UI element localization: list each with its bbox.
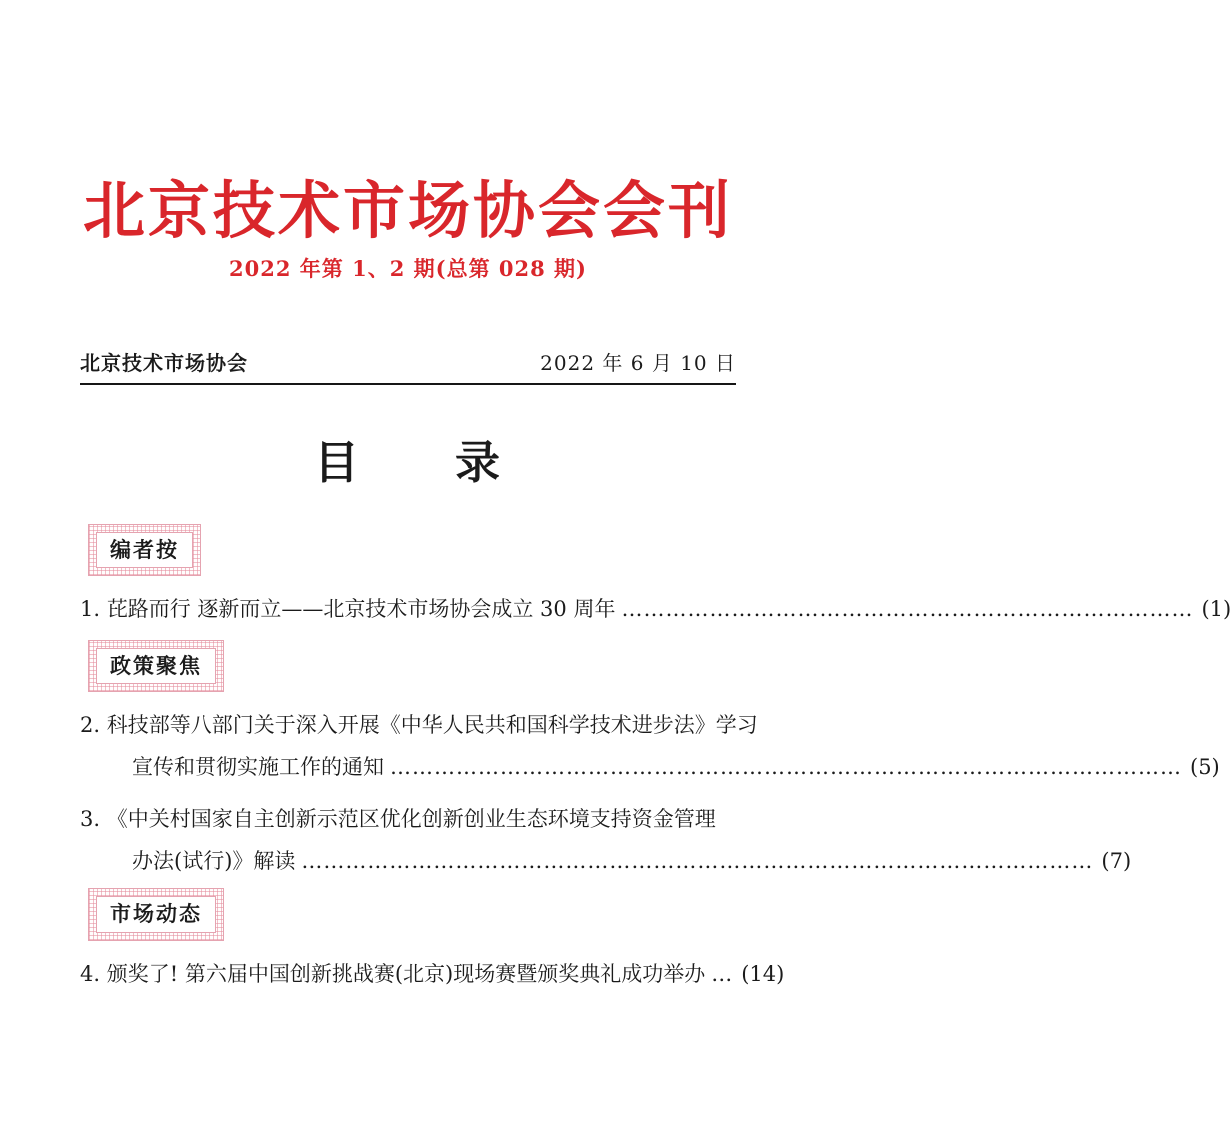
masthead — [80, 0, 736, 283]
page-number: (1) — [1201, 597, 1231, 621]
toc-item-line — [80, 840, 1132, 882]
page-number: (5) — [1190, 755, 1220, 780]
publish-date: 2022 年 6 月 10 日 — [540, 350, 736, 375]
toc-item-3 — [80, 798, 1132, 882]
section-label: 编者按 — [96, 532, 193, 568]
toc-item-line — [80, 588, 1231, 630]
toc-entry-text: 宣传和贯彻实施工作的通知 — [132, 755, 384, 780]
publisher-row — [80, 347, 736, 376]
dot-leader: … — [711, 961, 734, 986]
toc-item-2 — [80, 704, 1220, 788]
section-tag-editors-note — [88, 524, 201, 576]
journal-title: 北京技术市场协会会刊 — [82, 174, 733, 247]
toc-item-1 — [80, 588, 1231, 630]
toc-title: 目 录 — [313, 435, 502, 489]
dot-leader: ……………………………………………………………………………………………… — [301, 849, 1094, 874]
toc-entry-text: 2. 科技部等八部门关于深入开展《中华人民共和国科学技术进步法》学习 — [80, 713, 758, 738]
section-label: 政策聚焦 — [96, 648, 216, 684]
toc-entry-text: 办法(试行)》解读 — [132, 849, 296, 874]
toc-item-line — [80, 953, 785, 995]
toc-entry-text: 3. 《中关村国家自主创新示范区优化创新创业生态环境支持资金管理 — [80, 807, 716, 832]
page-number: (14) — [741, 961, 785, 986]
dot-leader: ……………………………………………………………………………………………… — [390, 755, 1182, 780]
toc-entry-text: 4. 颁奖了! 第六届中国创新挑战赛(北京)现场赛暨颁奖典礼成功举办 — [80, 961, 706, 986]
section-tag-policy-focus — [88, 640, 224, 692]
toc-entry-text: 1. 芘路而行 逐新而立——北京技术市场协会成立 30 周年 — [80, 597, 616, 621]
toc-item-4 — [80, 953, 785, 995]
dot-leader: …………………………………………………………………… — [621, 597, 1194, 621]
header-divider — [80, 383, 736, 385]
toc-item-line — [80, 746, 1220, 788]
section-label: 市场动态 — [96, 896, 216, 932]
publisher-name: 北京技术市场协会 — [80, 350, 248, 375]
page-number: (7) — [1101, 849, 1132, 874]
section-tag-market-trends — [88, 888, 224, 940]
issue-line: 2022 年第 1、2 期(总第 028 期) — [229, 255, 587, 281]
